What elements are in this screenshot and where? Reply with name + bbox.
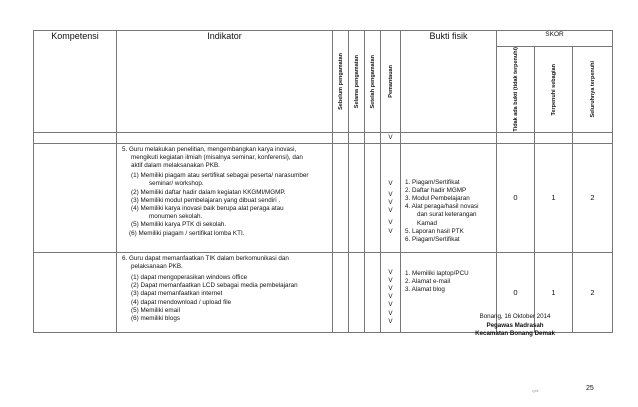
row6-item: (1) dapat mengoperasikan windows office	[131, 273, 248, 281]
header-pemantauan: Pemantauan	[387, 64, 394, 98]
top-row-mark: V	[381, 132, 401, 143]
row6-item: (5) Memiliki email	[131, 306, 180, 314]
row6-bukti: 2. Alamat e-mail	[405, 277, 451, 285]
header-skor-1: Terpenuhi sebagian	[550, 63, 557, 116]
header-setelah: Setelah pengamatan	[369, 54, 376, 109]
row6-score-1: 1	[535, 252, 573, 332]
row5-mark: V	[388, 179, 393, 187]
row5-item: monumen sekolah.	[149, 213, 203, 221]
signature-office: Kecamatan Bonang Demak	[475, 330, 555, 337]
row5-score-2: 2	[573, 143, 613, 252]
row5-mark: V	[388, 207, 393, 215]
row5-mark: V	[388, 198, 393, 206]
row6-title-2: pelaksanaan PKB.	[131, 262, 183, 270]
row5-item: (4) Memiliki karya inovasi baik berupa alat peraga atau	[131, 204, 284, 212]
row5-item: (3) Memiliki modul pembelajaran yang dibuat sendiri .	[131, 196, 281, 204]
row5-item: (5) Memiliki karya PTK di sekolah.	[131, 221, 227, 229]
row5-score-0: 0	[497, 143, 535, 252]
page-number: 25	[586, 385, 594, 392]
header-skor: SKOR	[497, 31, 613, 47]
row5-mark: V	[388, 219, 393, 227]
signature-date: Bonang, 16 Oktober 2014	[479, 313, 551, 320]
row5-title-2: mengikuti kegiatan ilmiah (misalnya seminar, konferensi), dan	[131, 153, 303, 161]
header-kompetensi: Kompetensi	[34, 31, 117, 133]
row5-bukti: 2. Daftar hadir MGMP	[405, 186, 467, 194]
signature-block	[430, 313, 600, 339]
row5-bukti: 1. Piagam/Sertifikat	[405, 178, 460, 186]
row5-bukti: dan surat keterangan	[417, 211, 477, 219]
row5-title-1: 5. Guru melakukan penelitian, mengembangkan karya inovasi,	[122, 145, 297, 153]
row6-item: (2) Dapat memanfaatkan LCD sebagai media pembelajaran	[131, 282, 298, 290]
row6-item: (3) dapat memanfaatkan internet	[131, 290, 223, 298]
header-skor-0: Tidak ada bukti (tidak terpenuhi)	[512, 47, 519, 132]
table-row	[34, 143, 613, 252]
signature-title: Pegawas Madrasah	[486, 321, 544, 329]
row5-bukti: 6. Piagam/Sertifikat	[405, 235, 460, 243]
row6-item: (6) memiliki blogs	[131, 314, 180, 322]
row6-title-1: 6. Guru dapat memanfaatkan TIK dalam berkomunikasi dan	[122, 254, 289, 262]
row5-mark: V	[388, 227, 393, 235]
row5-bukti: Kamad	[417, 219, 437, 227]
row6-bukti: 3. Alamat blog	[405, 285, 445, 293]
row6-bukti: 1. Memiliki laptop/PCU	[405, 269, 469, 277]
row6-mark: V	[388, 268, 393, 276]
row5-item: seminar/ workshop.	[149, 180, 204, 188]
row5-title-3: aktif dalam melaksanakan PKB.	[131, 161, 220, 169]
row6-score-0: 0	[497, 252, 535, 332]
row6-mark: V	[388, 276, 393, 284]
header-skor-2: Seluruhnya terpenuhi	[589, 61, 596, 118]
row5-bukti: 3. Modul Pembelajaran	[405, 194, 470, 202]
row6-mark: V	[388, 309, 393, 317]
row5-item: (2) Memiliki daftar hadir dalam kegiatan KKGMI/MGMP.	[131, 188, 286, 196]
row5-bukti: 4. Alat peraga/hasil novasi	[405, 203, 479, 211]
header-selama: Selama pengamatan	[353, 54, 360, 108]
row5-item: (1) Memiliki piagam atau sertifikat sebagai peserta/ narasumber	[131, 172, 309, 180]
header-indikator: Indikator	[117, 31, 333, 133]
row5-bukti: 5. Laporan hasil PTK	[405, 227, 464, 235]
header-sebelum: Sebelum pengamatan	[337, 52, 344, 110]
row6-mark: V	[388, 301, 393, 309]
row5-item: (6) Memiliki piagam / sertifikat lomba KTI.	[129, 229, 245, 237]
assessment-table	[33, 30, 613, 333]
header-bukti: Bukti fisik	[401, 31, 497, 133]
row6-item: (4) dapat mendownload / upload file	[131, 298, 232, 306]
row5-score-1: 1	[535, 143, 573, 252]
row6-mark: V	[388, 293, 393, 301]
row6-mark: V	[388, 317, 393, 325]
row6-score-2: 2	[573, 252, 613, 332]
row5-mark: V	[388, 190, 393, 198]
row6-mark: V	[388, 284, 393, 292]
footer-mark: rydi	[532, 388, 539, 393]
